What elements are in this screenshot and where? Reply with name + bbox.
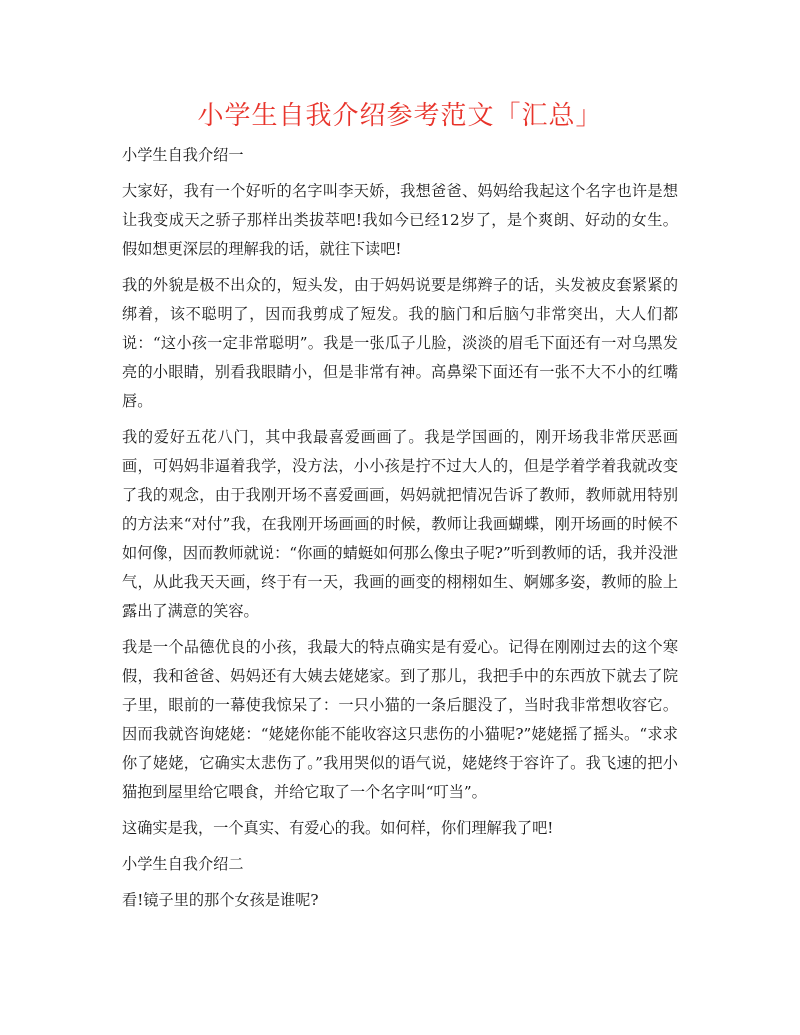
paragraph-hobby: 我的爱好五花八门，其中我最喜爱画画了。我是学国画的，刚开场我非常厌恶画画，可妈妈非逼着我学，没方法，小小孩是拧不过大人的，但是学着学着我就改变了我的观念，由于我刚开场不喜爱画画，妈妈就把情况告诉了教师，教师就用特别的方法来“对付”我，在我刚开场画画的时候，教师让我画蝴蝶，刚开场画的时候不如何像，因而教师就说：“你画的蜻蜓如何那么像虫子呢?”听到教师的话，我并没泄气，从此我天天画，终于有一天，我画的画变的栩栩如生、婀娜多姿，教师的脸上露出了满意的笑容。 <box>122 428 678 620</box>
document-body <box>122 141 678 922</box>
paragraph-mirror: 看!镜子里的那个女孩是谁呢? <box>122 891 319 909</box>
paragraph-character: 我是一个品德优良的小孩，我最大的特点确实是有爱心。记得在刚刚过去的这个寒假，我和爸爸、妈妈还有大姨去姥姥家。到了那儿，我把手中的东西放下就去了院子里，眼前的一幕使我惊呆了：一只小猫的一条后腿没了，当时我非常想收容它。因而我就咨询姥姥：“姥姥你能不能收容这只悲伤的小猫呢?”姥姥摇了摇头。“求求你了姥姥，它确实太悲伤了。”我用哭似的语气说，姥姥终于容许了。我飞速的把小猫抱到屋里给它喂食，并给它取了一个名字叫“叮当”。 <box>122 638 678 801</box>
document-title: 小学生自我介绍参考范文「汇总」 <box>197 101 603 131</box>
paragraph-conclusion: 这确实是我，一个真实、有爱心的我。如何样，你们理解我了吧! <box>122 819 554 837</box>
section-heading-2: 小学生自我介绍二 <box>122 855 244 873</box>
paragraph-intro: 大家好，我有一个好听的名字叫李天娇，我想爸爸、妈妈给我起这个名字也许是想让我变成天之骄子那样出类拔萃吧!我如今已经12岁了，是个爽朗、好动的女生。假如想更深层的理解我的话，就往下读吧! <box>122 182 678 258</box>
section-heading-1: 小学生自我介绍一 <box>122 146 244 164</box>
paragraph-appearance: 我的外貌是极不出众的，短头发，由于妈妈说要是绑辫子的话，头发被皮套紧紧的绑着，该不聪明了，因而我剪成了短发。我的脑门和后脑勺非常突出，大人们都说：“这小孩一定非常聪明”。我是一张瓜子儿脸，淡淡的眉毛下面还有一对乌黑发亮的小眼睛，别看我眼睛小，但是非常有神。高鼻梁下面还有一张不大不小的红嘴唇。 <box>122 276 678 410</box>
